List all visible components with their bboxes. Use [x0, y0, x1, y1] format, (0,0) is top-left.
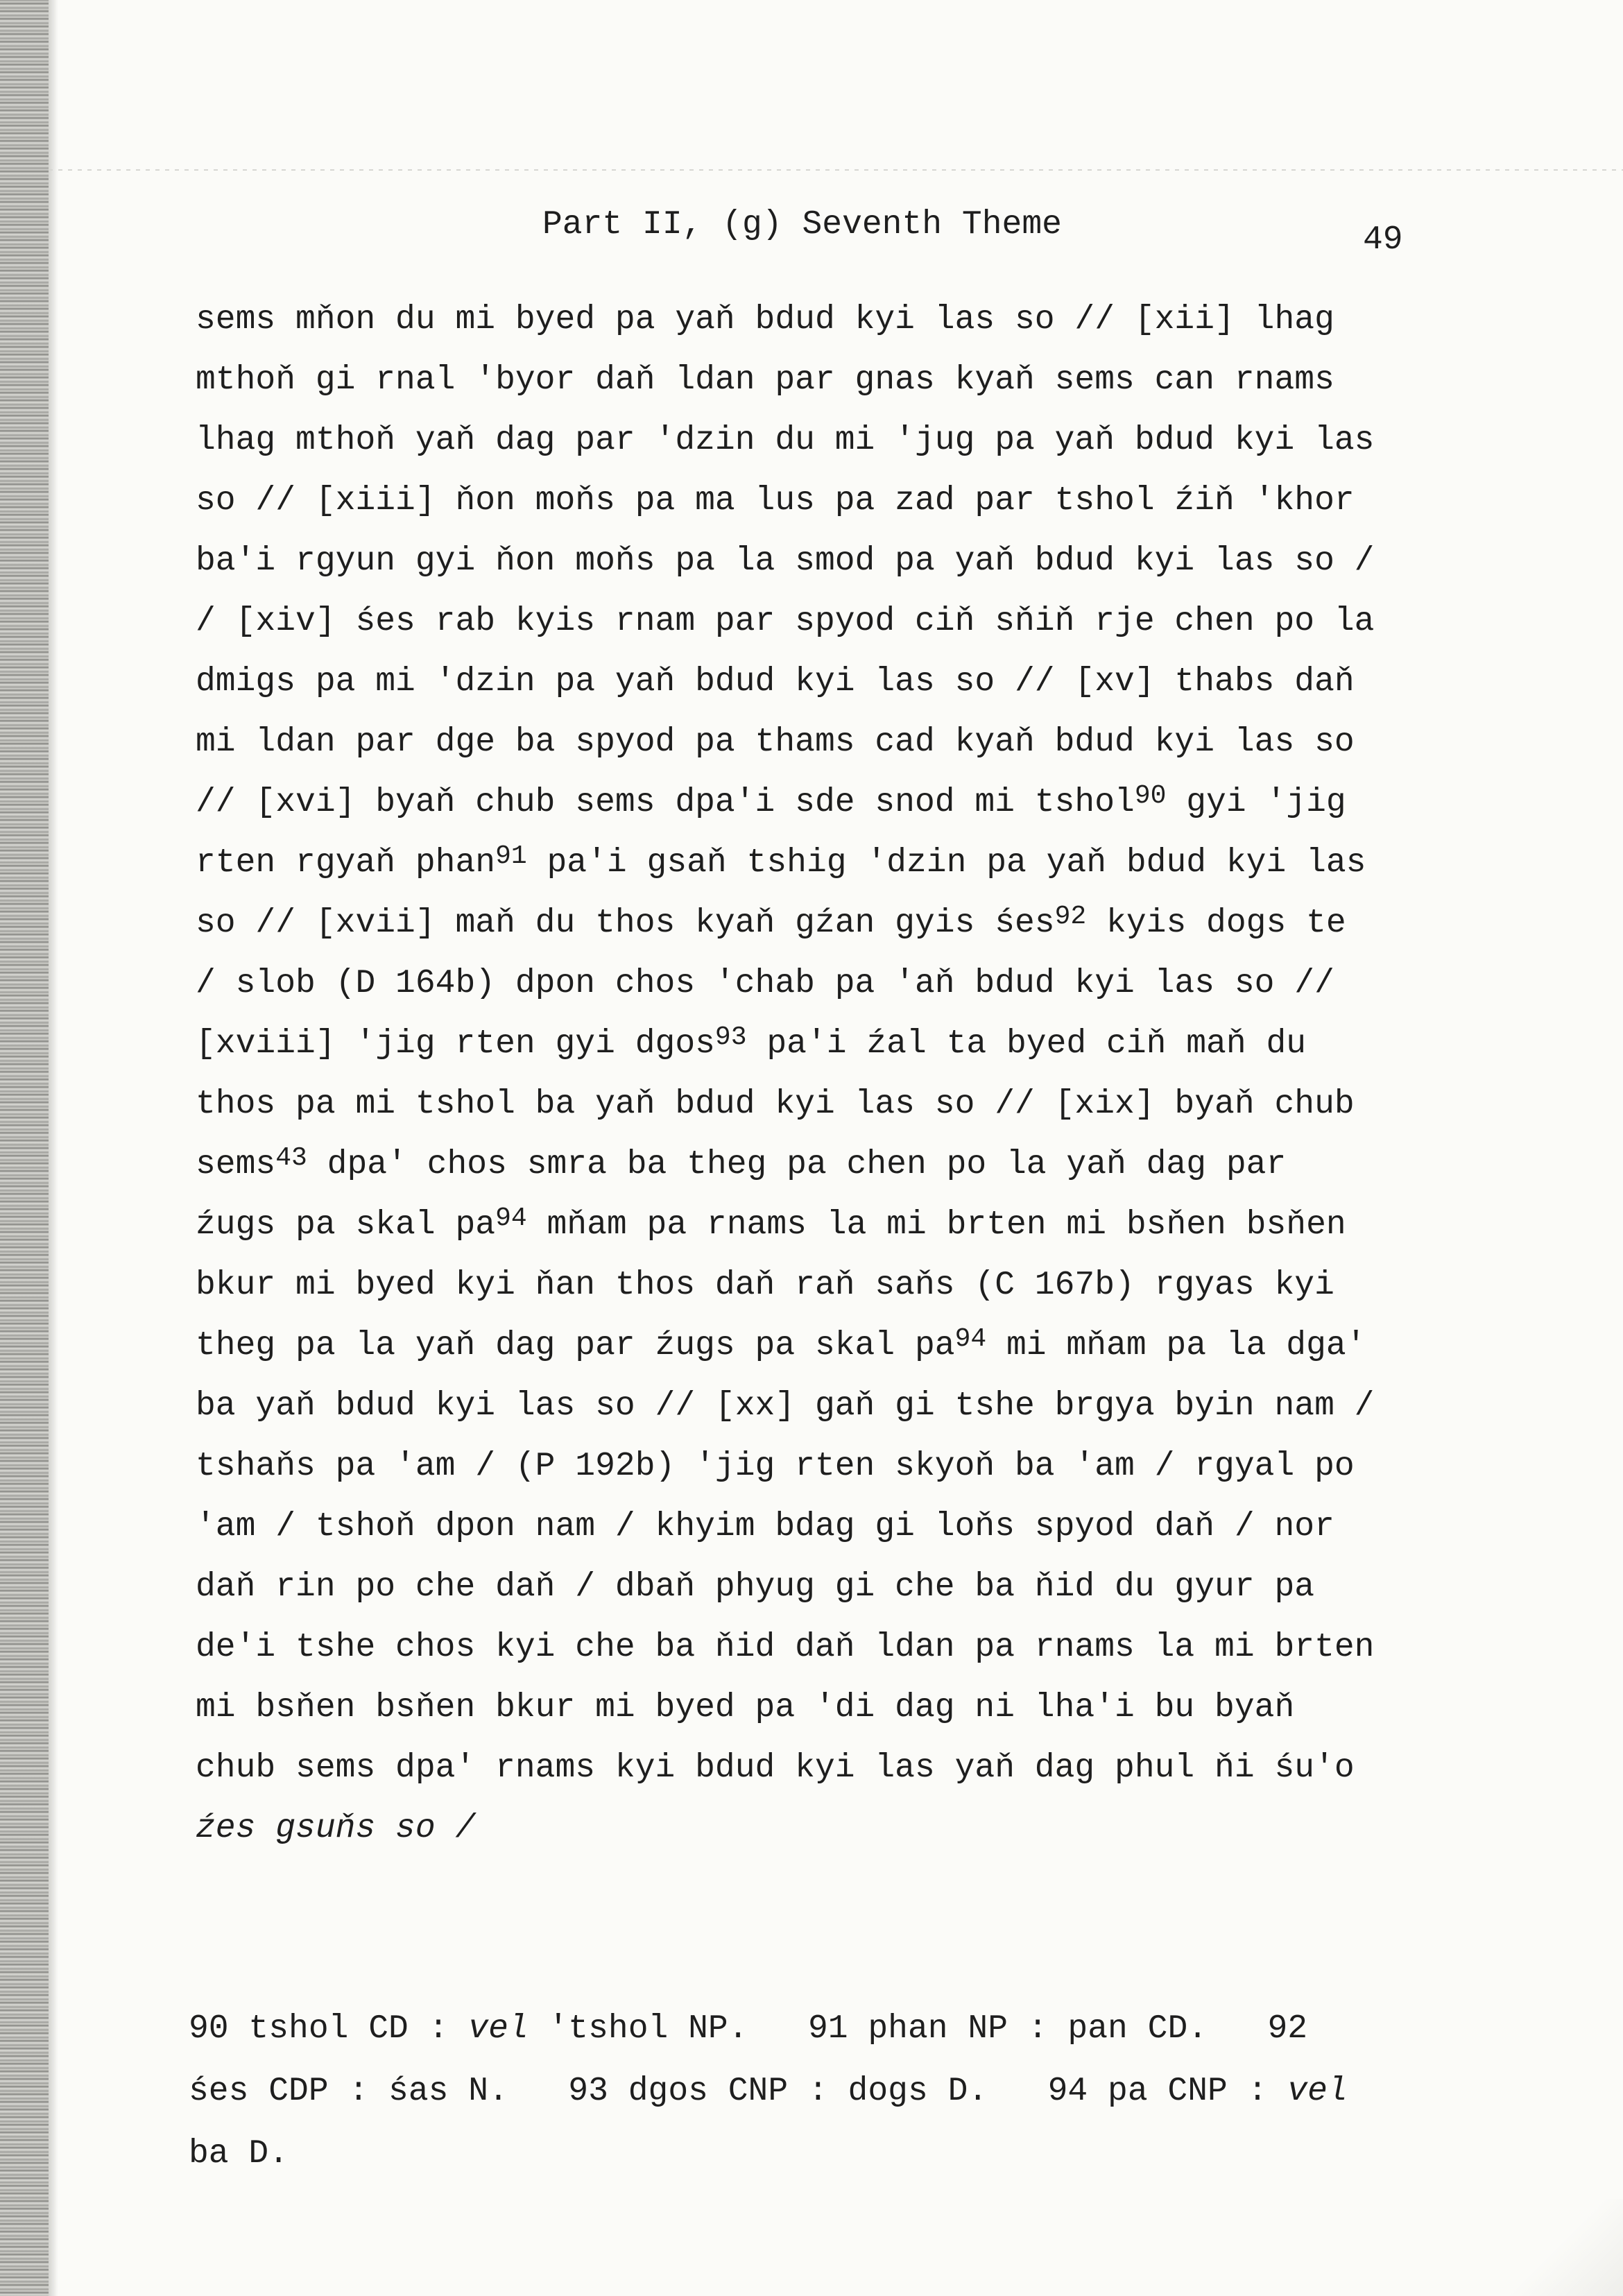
body-line	[196, 1074, 1500, 1135]
footnote-line	[189, 1998, 1493, 2060]
body-line-text: ba yaň bdud kyi las so // [xx] gaň gi tshe brgya byin nam /	[196, 1387, 1375, 1425]
footnote-marker: 91	[495, 841, 527, 871]
body-line	[196, 954, 1500, 1014]
body-line	[196, 1557, 1500, 1618]
body-line-text: tshaňs pa 'am / (P 192b) 'jig rten skyoň ba 'am / rgyal po	[196, 1448, 1355, 1485]
body-line-text: pa'i gsaň tshig 'dzin pa yaň bdud kyi las	[526, 844, 1366, 882]
body-line-text: [xviii] 'jig rten gyi dgos	[196, 1025, 715, 1063]
footnote-line	[189, 2060, 1493, 2123]
footnote-marker: 43	[275, 1143, 307, 1173]
body-line-text: mthoň gi rnal 'byor daň ldan par gnas kyaň sems can rnams	[196, 361, 1334, 399]
running-head: Part II, (g) Seventh Theme	[542, 206, 1062, 243]
body-line	[196, 1014, 1500, 1074]
body-line-text: // [xvi] byaň chub sems dpa'i sde snod mi tshol	[196, 784, 1135, 821]
body-line	[196, 531, 1500, 592]
body-line-text: mi mňam pa la dga'	[986, 1327, 1366, 1364]
footnote-text: ba D.	[189, 2135, 289, 2173]
body-line	[196, 592, 1500, 652]
body-line	[196, 1316, 1500, 1376]
footnote-marker: 92	[1054, 902, 1087, 932]
body-line-text: theg pa la yaň dag par źugs pa skal pa	[196, 1327, 955, 1364]
body-line	[196, 1738, 1500, 1799]
footnote-text: śes CDP : śas N. 93 dgos CNP : dogs D. 94 pa CNP :	[189, 2073, 1288, 2110]
footnote-variant-marker: vel	[468, 2010, 529, 2048]
footnote-marker: 94	[495, 1203, 527, 1233]
body-line	[196, 652, 1500, 712]
body-line	[196, 471, 1500, 531]
body-line	[196, 1195, 1500, 1256]
footnotes	[189, 1998, 1493, 2185]
body-line	[196, 1678, 1500, 1738]
body-line	[196, 350, 1500, 411]
body-line	[196, 1618, 1500, 1678]
body-line	[196, 1376, 1500, 1437]
page-corner-shadow	[1429, 2199, 1623, 2296]
body-line	[196, 411, 1500, 471]
footnote-marker: 93	[714, 1022, 747, 1052]
body-line-text: lhag mthoň yaň dag par 'dzin du mi 'jug pa yaň bdud kyi las	[196, 422, 1375, 459]
body-line-text: daň rin po che daň / dbaň phyug gi che ba ňid du gyur pa	[196, 1568, 1315, 1606]
body-line-text: thos pa mi tshol ba yaň bdud kyi las so // [xix] byaň chub	[196, 1086, 1355, 1123]
body-line	[196, 290, 1500, 350]
body-line-text: / [xiv] śes rab kyis rnam par spyod ciň sňiň rje chen po la	[196, 603, 1375, 640]
body-line	[196, 1135, 1500, 1195]
body-line-text: / slob (D 164b) dpon chos 'chab pa 'aň bdud kyi las so //	[196, 965, 1334, 1002]
body-line-text: mi ldan par dge ba spyod pa thams cad kyaň bdud kyi las so	[196, 723, 1355, 761]
body-line-text: źugs pa skal pa	[196, 1206, 496, 1244]
footnote-marker: 90	[1134, 781, 1167, 811]
body-line-text: so // [xiii] ňon moňs pa ma lus pa zad par tshol źiň 'khor	[196, 482, 1355, 520]
body-line-text: 'am / tshoň dpon nam / khyim bdag gi loňs spyod daň / nor	[196, 1508, 1334, 1545]
body-line	[196, 773, 1500, 833]
body-line-text: de'i tshe chos kyi che ba ňid daň ldan pa rnams la mi brten	[196, 1629, 1375, 1666]
body-line	[196, 1497, 1500, 1557]
body-line-text: mňam pa rnams la mi brten mi bsňen bsňen	[526, 1206, 1346, 1244]
body-line-text: źes gsuňs so /	[196, 1810, 476, 1847]
body-text	[196, 290, 1500, 1859]
footnote-variant-marker: vel	[1287, 2073, 1348, 2110]
page-top-rule	[49, 169, 1623, 171]
body-line-text: dmigs pa mi 'dzin pa yaň bdud kyi las so // [xv] thabs daň	[196, 663, 1355, 701]
footnote-marker: 94	[954, 1324, 987, 1354]
footnote-text: 90 tshol CD :	[189, 2010, 469, 2048]
body-line-text: dpa' chos smra ba theg pa chen po la yaň dag par	[307, 1146, 1287, 1183]
book-binding-edge	[0, 0, 49, 2296]
body-line	[196, 893, 1500, 954]
body-line-text: pa'i źal ta byed ciň maň du	[746, 1025, 1307, 1063]
body-line	[196, 1799, 1500, 1859]
body-line	[196, 833, 1500, 893]
body-line-text: so // [xvii] maň du thos kyaň gźan gyis śes	[196, 905, 1055, 942]
body-line-text: sems	[196, 1146, 276, 1183]
body-line-text: chub sems dpa' rnams kyi bdud kyi las yaň dag phul ňi śu'o	[196, 1749, 1355, 1787]
body-line	[196, 1256, 1500, 1316]
body-line-text: bkur mi byed kyi ňan thos daň raň saňs (C 167b) rgyas kyi	[196, 1267, 1334, 1304]
body-line-text: rten rgyaň phan	[196, 844, 496, 882]
body-line-text: kyis dogs te	[1086, 905, 1346, 942]
body-line-text: ba'i rgyun gyi ňon moňs pa la smod pa yaň bdud kyi las so /	[196, 542, 1375, 580]
body-line-text: sems mňon du mi byed pa yaň bdud kyi las so // [xii] lhag	[196, 301, 1334, 339]
footnote-text: 'tshol NP. 91 phan NP : pan CD. 92	[528, 2010, 1308, 2048]
body-line	[196, 1437, 1500, 1497]
page-number: 49	[1363, 221, 1403, 259]
body-line-text: mi bsňen bsňen bkur mi byed pa 'di dag ni lha'i bu byaň	[196, 1689, 1295, 1727]
body-line	[196, 712, 1500, 773]
footnote-line	[189, 2123, 1493, 2185]
body-line-text: gyi 'jig	[1166, 784, 1346, 821]
